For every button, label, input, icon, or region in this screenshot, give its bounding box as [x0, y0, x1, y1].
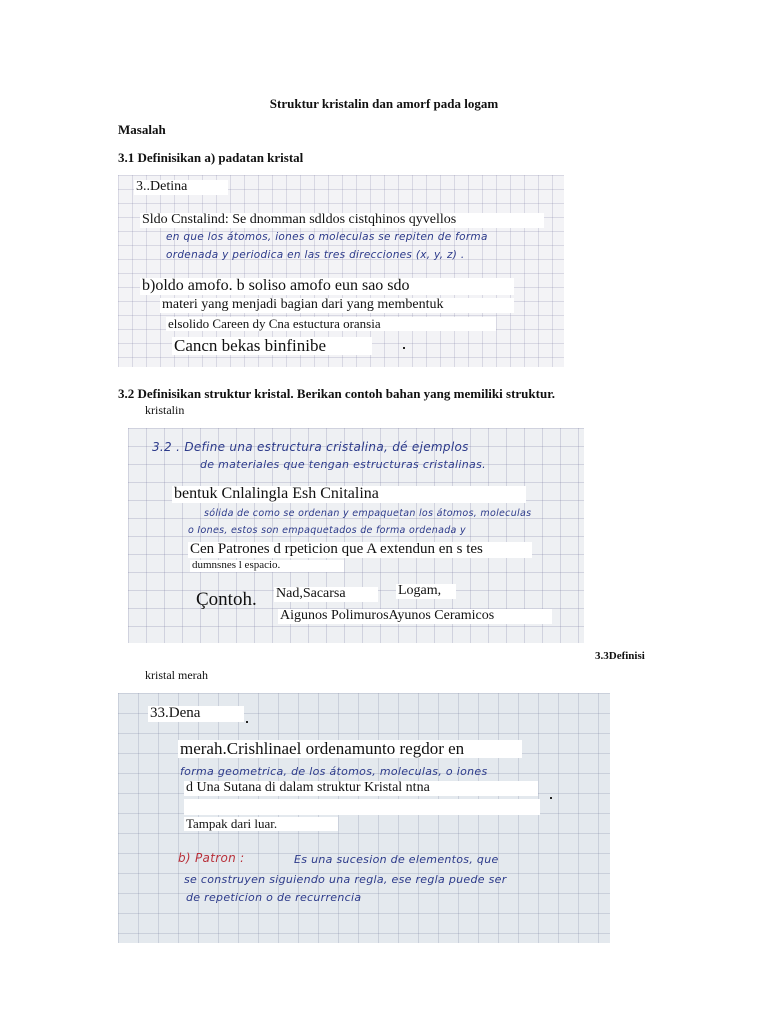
photo3-red-label: b) Patron :: [178, 851, 245, 865]
photo1-box-b3: elsolido Careen dy Cna estuctura oransia: [166, 317, 496, 331]
section-heading: Masalah: [118, 122, 166, 137]
photo1-box-b4: Cancn bekas binfinibe: [172, 337, 372, 355]
photo1-handwriting-a1: en que los átomos, iones o moleculas se repiten de forma: [166, 231, 488, 243]
ink-dot: [403, 347, 405, 349]
photo2-box-1: bentuk Cnlalingla Esh Cnitalina: [172, 486, 526, 503]
photo1-box-a: Sldo Cnstalind: Se dnomman sdldos cistqhinos qyvellos: [140, 213, 544, 228]
question-3-3: 3.3Definisi: [595, 650, 645, 662]
photo3-handwriting-1: forma geometrica, de los átomos, moleculas, o iones: [180, 765, 488, 778]
photo2-contoh: Çontoh.: [196, 589, 257, 610]
photo1-box-b2: materi yang menjadi bagian dari yang membentuk: [160, 298, 514, 313]
question-3-2-cont: kristalin: [145, 403, 185, 417]
ink-dot: [246, 721, 248, 723]
photo2-handwriting-3: sólida de como se ordenan y empaquetan los átomos, moleculas: [204, 508, 532, 519]
photo3-handwriting-3: de repeticion o de recurrencia: [186, 891, 362, 904]
handwritten-photo-1: [118, 175, 564, 367]
photo3-heading: 33.Dena: [148, 706, 244, 722]
photo3-box-2b: [184, 799, 540, 815]
question-3-2: 3.2 Definisikan struktur kristal. Berikan contoh bahan yang memiliki struktur.: [118, 386, 556, 401]
photo2-box-2: Cen Patrones d rpeticion que A extendun en s tes: [188, 542, 532, 558]
photo1-handwriting-a2: ordenada y periodica en las tres direcciones (x, y, z) .: [166, 249, 465, 261]
photo2-box-logam: Logam,: [396, 584, 456, 599]
photo3-box-2: d Una Sutana di dalam struktur Kristal ntna: [184, 781, 538, 796]
photo3-box-3: Tampak dari luar.: [184, 817, 338, 831]
handwritten-photo-3: [118, 693, 610, 943]
document-title: Struktur kristalin dan amorf pada logam: [269, 96, 499, 111]
photo2-handwriting-1: 3.2 . Define una estructura cristalina, dé ejemplos: [152, 440, 469, 454]
photo1-heading: 3..Detina: [134, 180, 228, 195]
ink-dot: [550, 797, 552, 799]
photo1-box-b: b)oldo amofo. b soliso amofo eun sao sdo: [140, 278, 514, 295]
question-3-3-cont: kristal merah: [145, 668, 208, 682]
photo3-handwriting-2: se construyen siguiendo una regla, ese regla puede ser: [184, 873, 507, 886]
photo3-box-1: merah.Crishlinael ordenamunto regdor en: [178, 740, 522, 758]
handwritten-photo-2: [128, 428, 584, 643]
photo2-handwriting-2: de materiales que tengan estructuras cristalinas.: [200, 458, 486, 471]
photo2-box-3: dumnsnes l espacio.: [190, 560, 344, 572]
photo2-box-poli: Aigunos PolimurosAyunos Ceramicos: [278, 609, 552, 624]
photo3-handwriting-red-cont: Es una sucesion de elementos, que: [294, 853, 499, 866]
photo2-box-nad: Nad,Sacarsa: [274, 587, 378, 602]
question-3-1: 3.1 Definisikan a) padatan kristal: [118, 150, 304, 165]
photo2-handwriting-4: o Iones, estos son empaquetados de forma ordenada y: [188, 525, 466, 536]
